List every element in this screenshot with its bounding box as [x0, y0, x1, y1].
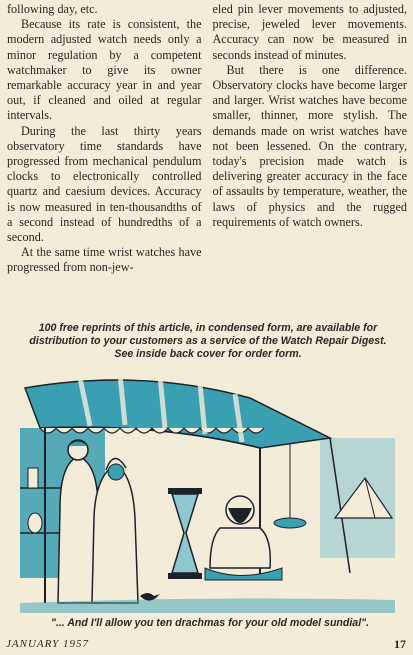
- paragraph: But there is one difference. Observatory clocks have become larger and larger. Wrist watches have become smaller, thinner, more stylish. The demands made on wrist watches have not been lessened. On the contrary, today's precision made watch is delivering greater accuracy in the face of assaults by temperature, weather, the laws of physics and the rugged requirements of watch owners.: [212, 62, 407, 229]
- reprint-note-line: distribution to your customers as a service of the Watch Repair Digest.: [29, 335, 387, 347]
- article-column-right: [213, 2, 408, 320]
- issue-date: JANUARY 1957: [6, 638, 89, 650]
- reprint-note: [18, 322, 398, 361]
- reprint-note-line: 100 free reprints of this article, in condensed form, are available for: [38, 322, 378, 334]
- illustration-caption: "... And I'll allow you ten drachmas for your old model sundial".: [50, 617, 370, 629]
- reprint-note-line: See inside back cover for order form.: [114, 348, 302, 360]
- page-number: 17: [394, 637, 406, 651]
- paragraph: At the same time wrist watches have progressed from non-jew-: [7, 245, 202, 275]
- paragraph: Because its rate is consistent, the modern adjusted watch needs only a minor regulation by a competent watchmaker to give its owner remarkable accuracy year in and year out, if cleaned and oiled at regular intervals.: [7, 17, 202, 123]
- paragraph: eled pin lever movements to adjusted, precise, jeweled lever movements. Accuracy can now be measured in seconds instead of minutes.: [212, 2, 407, 62]
- article-column-left: [7, 2, 202, 320]
- cartoon-illustration-icon: [20, 368, 395, 613]
- paragraph: During the last thirty years observatory time standards have progressed from mechanical pendulum clocks to electronically controlled quartz and caesium devices. Accuracy is now measured in ten-thousandths of a second instead of hundredths of a second.: [7, 123, 202, 245]
- paragraph: following day, etc.: [7, 2, 98, 16]
- article-columns: [7, 2, 407, 320]
